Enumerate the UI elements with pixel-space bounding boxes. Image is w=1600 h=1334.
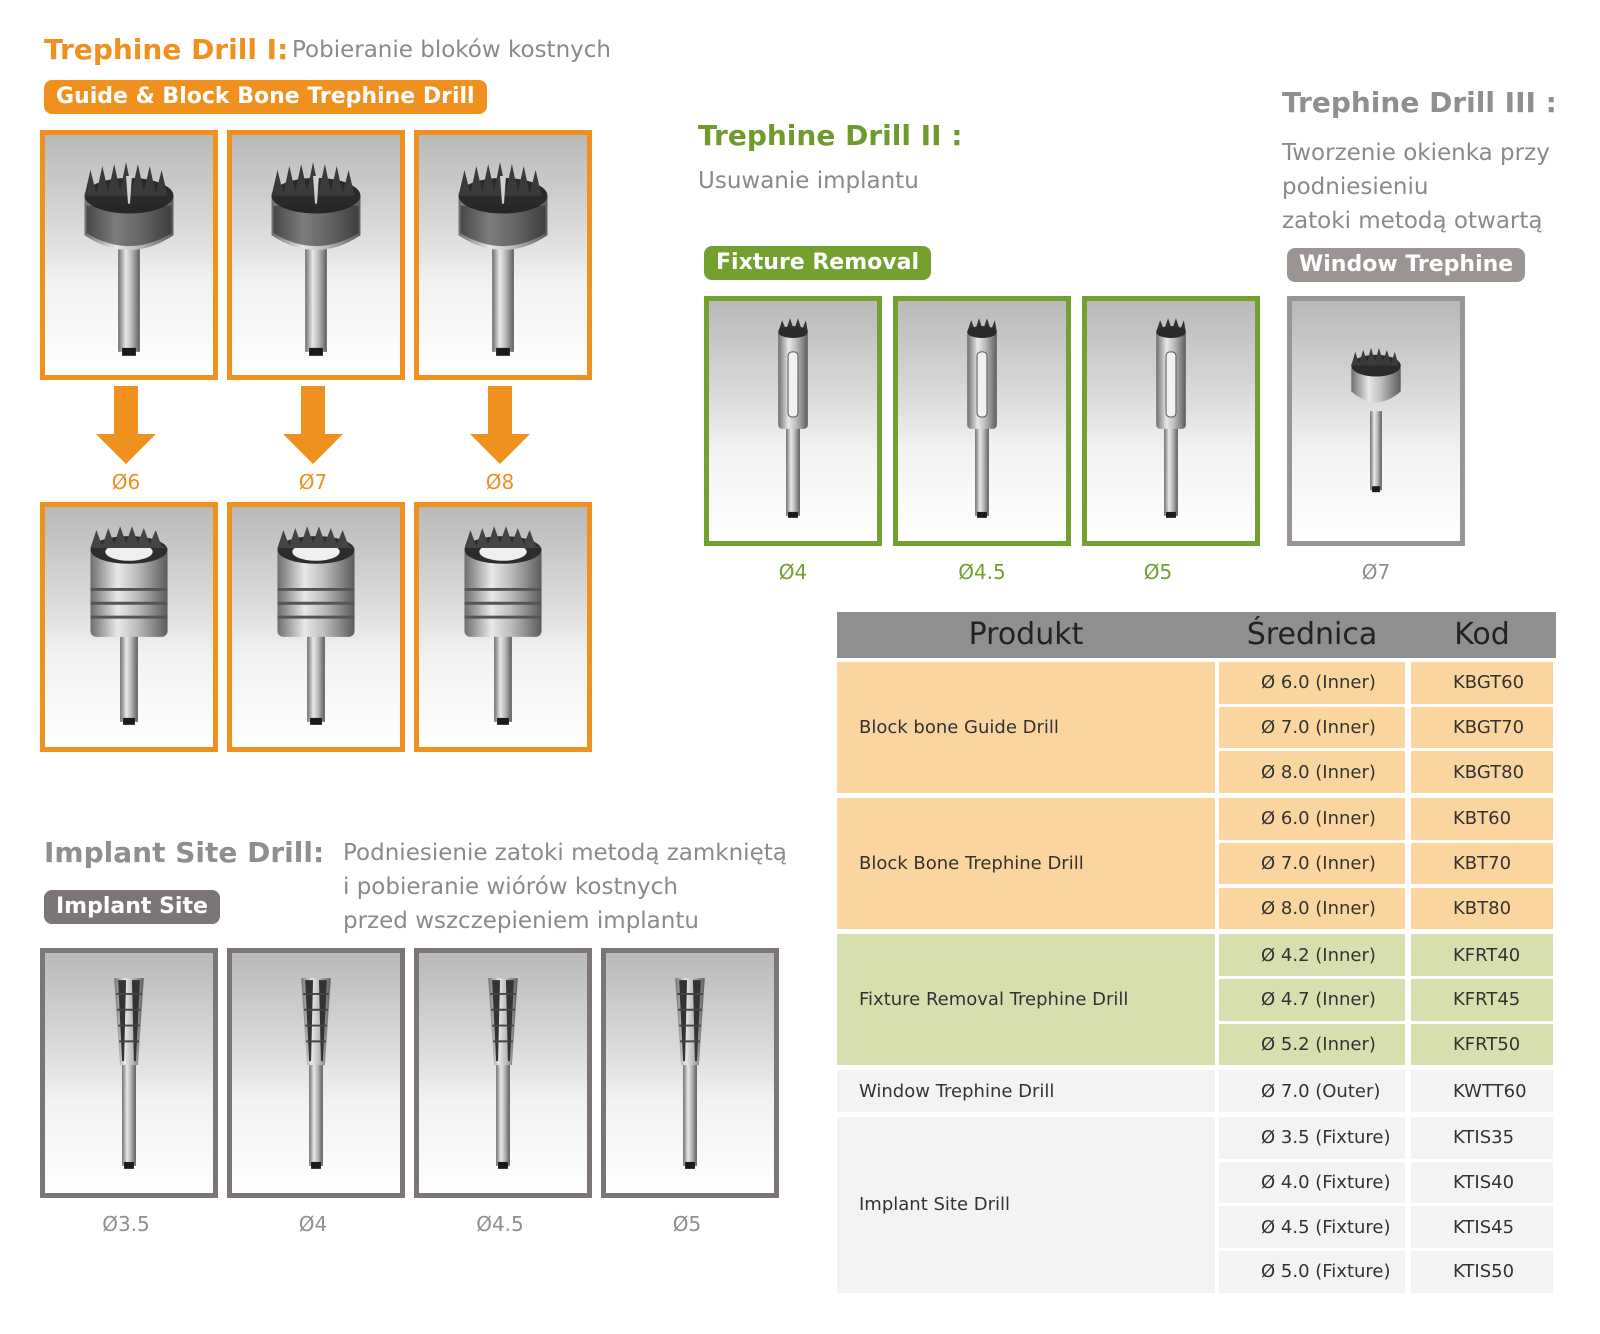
table-cell-code: KFRT50: [1411, 1024, 1553, 1066]
diameter-label: Ø5: [672, 1212, 702, 1236]
guide-drill-icon: [419, 135, 587, 375]
table-cell-code: KTIS35: [1411, 1117, 1553, 1159]
section1-title: Trephine Drill I:: [44, 33, 289, 66]
arrow-down-icon: [470, 386, 530, 464]
table-cell-diameter: Ø 7.0 (Inner): [1219, 843, 1405, 885]
implant-site-image-35: [40, 948, 218, 1198]
trephine-drill-icon: [419, 507, 587, 747]
window-trephine-image-7: [1287, 296, 1465, 546]
table-cell-diameter: Ø 4.7 (Inner): [1219, 979, 1405, 1021]
table-cell-diameter: Ø 7.0 (Inner): [1219, 707, 1405, 749]
section4-badge: Implant Site: [44, 890, 220, 924]
table-cell-diameter: Ø 4.5 (Fixture): [1219, 1206, 1405, 1248]
implant-site-image-4: [227, 948, 405, 1198]
fixture-removal-image-45: [893, 296, 1071, 546]
trephine-drill-image-8: [414, 502, 592, 752]
table-cell-code: KBT60: [1411, 798, 1553, 840]
fixture-removal-image-4: [704, 296, 882, 546]
section2-subtitle: Usuwanie implantu: [698, 168, 919, 194]
section1-subtitle: Pobieranie bloków kostnych: [292, 37, 611, 63]
guide-drill-icon: [45, 135, 213, 375]
table-cell-code: KBT80: [1411, 888, 1553, 930]
guide-drill-image-8: [414, 130, 592, 380]
table-cell-code: KTIS40: [1411, 1162, 1553, 1204]
table-header-diameter: Średnica: [1246, 617, 1378, 652]
table-cell-diameter: Ø 5.0 (Fixture): [1219, 1251, 1405, 1293]
trephine-drill-image-7: [227, 502, 405, 752]
table-cell-code: KBGT60: [1411, 662, 1553, 704]
table-cell-diameter: Ø 8.0 (Inner): [1219, 888, 1405, 930]
section3-subtitle: Tworzenie okienka przy podniesieniu zatoki metodą otwartą: [1282, 140, 1550, 234]
table-header-product: Produkt: [968, 617, 1084, 652]
implant-site-drill-icon: [45, 953, 213, 1193]
implant-site-image-45: [414, 948, 592, 1198]
diameter-label: Ø6: [111, 470, 141, 494]
table-cell-code: KTIS45: [1411, 1206, 1553, 1248]
guide-drill-image-6: [40, 130, 218, 380]
diameter-label: Ø5: [1143, 560, 1173, 584]
implant-site-drill-icon: [419, 953, 587, 1193]
section4-subtitle: Podniesienie zatoki metodą zamkniętą i pobieranie wiórów kostnych przed wszczepieniem implantu: [343, 840, 787, 934]
diameter-label: Ø8: [485, 470, 515, 494]
table-cell-code: KWTT60: [1411, 1070, 1553, 1112]
table-cell-diameter: Ø 3.5 (Fixture): [1219, 1117, 1405, 1159]
diameter-label: Ø4: [778, 560, 808, 584]
table-cell-diameter: Ø 4.2 (Inner): [1219, 934, 1405, 976]
section3-title: Trephine Drill III :: [1282, 86, 1557, 119]
implant-site-image-5: [601, 948, 779, 1198]
table-cell-diameter: Ø 5.2 (Inner): [1219, 1024, 1405, 1066]
implant-site-drill-icon: [606, 953, 774, 1193]
table-cell-diameter: Ø 7.0 (Outer): [1219, 1070, 1405, 1112]
fixture-removal-drill-icon: [709, 301, 877, 541]
table-cell-code: KBGT70: [1411, 707, 1553, 749]
table-cell-product: Fixture Removal Trephine Drill: [837, 934, 1215, 1065]
table-cell-diameter: Ø 6.0 (Inner): [1219, 662, 1405, 704]
table-cell-code: KFRT45: [1411, 979, 1553, 1021]
table-cell-product: Block bone Guide Drill: [837, 662, 1215, 793]
trephine-drill-image-6: [40, 502, 218, 752]
section2-title: Trephine Drill II :: [698, 119, 963, 152]
table-cell-code: KBGT80: [1411, 751, 1553, 793]
arrow-down-icon: [96, 386, 156, 464]
diameter-label: Ø4: [298, 1212, 328, 1236]
table-cell-product: Block Bone Trephine Drill: [837, 798, 1215, 929]
guide-drill-icon: [232, 135, 400, 375]
diameter-label: Ø4.5: [958, 560, 1006, 584]
table-cell-diameter: Ø 8.0 (Inner): [1219, 751, 1405, 793]
table-cell-product: Window Trephine Drill: [837, 1070, 1215, 1112]
guide-drill-image-7: [227, 130, 405, 380]
arrow-down-icon: [283, 386, 343, 464]
diameter-label: Ø7: [1361, 560, 1391, 584]
trephine-drill-icon: [232, 507, 400, 747]
table-cell-code: KTIS50: [1411, 1251, 1553, 1293]
table-cell-code: KBT70: [1411, 843, 1553, 885]
fixture-removal-image-5: [1082, 296, 1260, 546]
fixture-removal-drill-icon: [898, 301, 1066, 541]
table-cell-code: KFRT40: [1411, 934, 1553, 976]
trephine-drill-icon: [45, 507, 213, 747]
diameter-label: Ø4.5: [476, 1212, 524, 1236]
section3-badge: Window Trephine: [1287, 248, 1525, 282]
implant-site-drill-icon: [232, 953, 400, 1193]
window-trephine-drill-icon: [1292, 301, 1460, 541]
diameter-label: Ø7: [298, 470, 328, 494]
table-cell-diameter: Ø 6.0 (Inner): [1219, 798, 1405, 840]
diameter-label: Ø3.5: [102, 1212, 150, 1236]
table-cell-product: Implant Site Drill: [837, 1117, 1215, 1293]
fixture-removal-drill-icon: [1087, 301, 1255, 541]
section2-badge: Fixture Removal: [704, 246, 931, 280]
section4-title: Implant Site Drill:: [44, 836, 325, 869]
table-cell-diameter: Ø 4.0 (Fixture): [1219, 1162, 1405, 1204]
table-header-code: Kod: [1454, 617, 1510, 652]
section1-badge: Guide & Block Bone Trephine Drill: [44, 80, 487, 114]
